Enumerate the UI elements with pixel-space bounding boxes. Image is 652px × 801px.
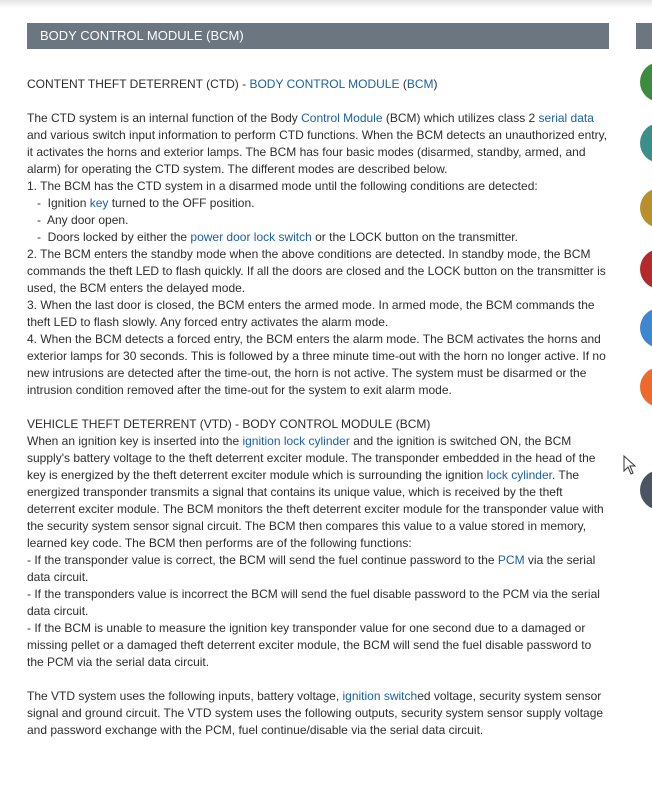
- vtd-function-3: - If the BCM is unable to measure the ignition key transponder value for one second due to a damaged or missing pellet or a damaged theft deterrent exciter module, the BCM will send the fuel disable password to the PCM via the serial data circuit.: [27, 621, 592, 669]
- top-shadow: [0, 0, 652, 8]
- sidebar-category-gold[interactable]: [640, 188, 652, 228]
- sidebar-header: [636, 23, 652, 49]
- mode-1-item-a-post: turned to the OFF position.: [108, 196, 255, 210]
- vtd-p1-text-1: When an ignition key is inserted into the: [27, 434, 243, 448]
- sidebar-category-blue[interactable]: [640, 308, 652, 348]
- vtd-p1-text-3: . The energized transponder transmits a signal that contains its unique value, which is received by the theft deterrent exciter module. The BCM monitors the theft deterrent exciter module for the transponder value with the security system sensor signal circuit. The BCM then compares this value to a value stored in memory, learned key code. The BCM then performs are of the following functions:: [27, 468, 604, 550]
- vtd-p2-text-2: ed voltage, security system sensor signal and ground circuit. The VTD system uses the following outputs, security system sensor supply voltage and password exchange with the PCM, fuel continue/disable via the serial data circuit.: [27, 689, 604, 737]
- key-link[interactable]: key: [89, 196, 109, 210]
- ctd-intro-text-2: (BCM) which utilizes class 2: [382, 111, 539, 125]
- bcm-link[interactable]: BODY CONTROL MODULE: [249, 77, 400, 91]
- vtd-heading: VEHICLE THEFT DETERRENT (VTD) - BODY CONTROL MODULE (BCM): [27, 417, 431, 431]
- ignition-lock-cylinder-link[interactable]: ignition lock cylinder: [242, 434, 350, 448]
- vtd-paragraph-1: [27, 433, 609, 552]
- ctd-heading-text: CONTENT THEFT DETERRENT (CTD) -: [27, 77, 250, 91]
- vtd-function-2: - If the transponders value is incorrect the BCM will send the fuel disable password to the PCM via the serial data circuit.: [27, 587, 600, 618]
- vtd-paragraph-2: [27, 688, 609, 739]
- mode-2: 2. The BCM enters the standby mode when the above conditions are detected. In standby mode, the BCM commands the theft LED to flash quickly. If all the doors are closed and the LOCK button on the transmitter is used, the BCM enters the delayed mode.: [27, 247, 606, 295]
- mode-1-item-b: - Any door open.: [27, 213, 129, 227]
- mode-1-item-a: [27, 195, 609, 212]
- vtd-function-1: [27, 552, 609, 586]
- vtd-function-1-post: via the serial data circuit.: [27, 553, 596, 584]
- ctd-heading-paren: (: [399, 77, 407, 91]
- mouse-cursor-icon: [623, 455, 637, 475]
- vtd-p1-text-2: and the ignition is switched ON, the BCM supply's battery voltage to the theft deterrent exciter module. The transponder embedded in the head of the key is energized by the theft deterrent exciter module which is surrounding the ignition: [27, 434, 596, 482]
- power-door-lock-switch-link[interactable]: power door lock switch: [190, 230, 312, 244]
- mode-1-item-c-pre: - Doors locked by either the: [27, 230, 191, 244]
- ctd-intro: [27, 110, 609, 178]
- mode-3: 3. When the last door is closed, the BCM enters the armed mode. In armed mode, the BCM commands the theft LED to flash slowly. Any forced entry activates the alarm mode.: [27, 298, 595, 329]
- vtd-p2-text-1: The VTD system uses the following inputs, battery voltage,: [27, 689, 343, 703]
- sidebar-category-orange[interactable]: [640, 367, 652, 407]
- sidebar-category-slate[interactable]: [640, 470, 652, 510]
- vtd-function-1-pre: - If the transponder value is correct, the BCM will send the fuel continue password to the: [27, 553, 498, 567]
- ctd-intro-text-1: The CTD system is an internal function of the Body: [27, 111, 302, 125]
- mode-1-item-c-post: or the LOCK button on the transmitter.: [311, 230, 518, 244]
- ctd-intro-text-3: and various switch input information to perform CTD functions. When the BCM detects an unauthorized entry, it activates the horns and exterior lamps. The BCM has four basic modes (disarmed, standby, armed, and alarm) for operating the CTD system. The different modes are described below.: [27, 128, 608, 176]
- article-body: [27, 76, 609, 739]
- mode-4: 4. When the BCM detects a forced entry, the BCM enters the alarm mode. The BCM activates the horns and exterior lamps for 30 seconds. This is followed by a three minute time-out with the horn no longer active. If no new intrusions are detected after the time-out, the horn is not active. The system must be disarmed or the intrusion condition removed after the time-out for the system to exit alarm mode.: [27, 332, 606, 397]
- sidebar-category-red[interactable]: [640, 249, 652, 289]
- pcm-link[interactable]: PCM: [497, 553, 525, 567]
- lock-cylinder-link[interactable]: lock cylinder: [486, 468, 552, 482]
- mode-1-item-a-pre: - Ignition: [27, 196, 90, 210]
- mode-1: 1. The BCM has the CTD system in a disarmed mode until the following conditions are detected:: [27, 179, 538, 193]
- sidebar-category-teal[interactable]: [640, 123, 652, 163]
- section-header: [27, 23, 609, 49]
- serial-data-link[interactable]: serial data: [538, 111, 594, 125]
- sidebar-category-green[interactable]: [640, 62, 652, 102]
- ctd-heading-close: ): [433, 77, 438, 91]
- control-module-link[interactable]: Control Module: [301, 111, 383, 125]
- section-header-title: BODY CONTROL MODULE (BCM): [40, 28, 244, 43]
- ctd-heading: [27, 76, 609, 93]
- ignition-switch-link[interactable]: ignition switch: [342, 689, 418, 703]
- bcm-abbr-link[interactable]: BCM: [406, 77, 434, 91]
- mode-1-item-c: [27, 229, 609, 246]
